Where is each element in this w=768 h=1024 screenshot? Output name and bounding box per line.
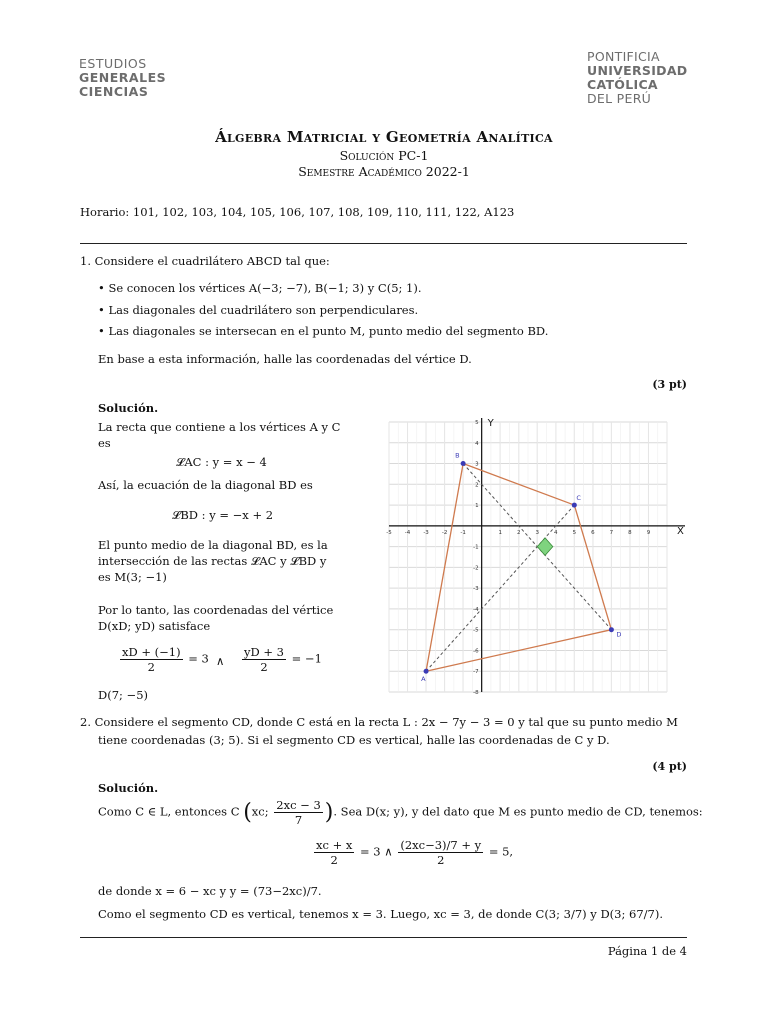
problem-2-statement-2: tiene coordenadas (3; 5). Si el segmento CD es vertical, halle las coordenadas de C y D. <box>98 733 610 747</box>
paren-close: ) <box>324 800 334 825</box>
fraction-xd <box>120 645 183 674</box>
point-label-a: A <box>421 675 426 684</box>
y-tick-label: -6 <box>473 648 479 655</box>
doc-subtitle: Solución PC-1 <box>339 148 429 163</box>
logo-left-line-2: GENERALES <box>79 70 167 85</box>
horario: Horario: 101, 102, 103, 104, 105, 106, 107, 108, 109, 110, 111, 122, A123 <box>80 205 515 219</box>
x-tick-label: 5 <box>572 529 577 536</box>
y-tick-label: 5 <box>475 420 479 426</box>
fraction-c-y <box>274 798 323 827</box>
problem-2-points: (4 pt) <box>652 760 687 773</box>
point-label-d: D <box>616 630 622 639</box>
point-label-c: C <box>576 494 581 503</box>
point-c <box>572 503 577 508</box>
quadrilateral-plot <box>381 416 689 696</box>
logo-right-line-3: CATÓLICA <box>587 77 658 92</box>
solution-2-label: Solución. <box>98 781 159 795</box>
equation-xd-rhs: = 3 <box>188 651 209 666</box>
problem-1-points: (3 pt) <box>652 378 687 391</box>
y-tick-label: 3 <box>475 461 479 468</box>
x-tick-label: 6 <box>591 529 595 536</box>
x-tick-label: -4 <box>404 529 411 536</box>
problem-1-statement: 1. Considere el cuadrilátero ABCD tal que: <box>80 254 330 268</box>
fraction-x-den: 2 <box>330 853 338 867</box>
logo-left-line-1: ESTUDIOS <box>79 56 147 71</box>
fraction-yd-num: yD + 3 <box>244 645 284 659</box>
equation-lac: 𝓛AC : y = x − 4 <box>176 455 267 469</box>
solution-1-line-4b: D(xD; yD) satisface <box>98 619 211 633</box>
fraction-y <box>398 838 483 867</box>
doc-semester: Semestre Académico 2022-1 <box>298 164 470 179</box>
point-b <box>461 461 466 466</box>
equation-yd-rhs: = −1 <box>291 651 322 666</box>
solution-1-line-3a: El punto medio de la diagonal BD, es la <box>98 538 328 552</box>
doc-title: Álgebra Matricial y Geometría Analítica <box>215 128 553 146</box>
fraction-yd-den: 2 <box>260 660 268 674</box>
y-tick-label: 2 <box>475 482 479 489</box>
solution-1-line-1b: es <box>98 436 111 450</box>
bullet-2-text: Las diagonales del cuadrilátero son perpendiculares. <box>108 303 419 317</box>
fraction-c-y-num: 2xc − 3 <box>276 798 321 812</box>
bottom-rule <box>80 937 687 938</box>
equation-lbd: 𝓛BD : y = −x + 2 <box>172 508 274 522</box>
bullet-1-text: Se conocen los vértices A(−3; −7), B(−1; 3) y C(5; 1). <box>108 281 422 295</box>
solution-1-line-2: Así, la ecuación de la diagonal BD es <box>98 478 313 492</box>
fraction-x-num: xc + x <box>316 838 353 852</box>
x-tick-label: 4 <box>554 529 558 536</box>
solution-1-line-4a: Por lo tanto, las coordenadas del vértice <box>98 603 334 617</box>
y-tick-label: -5 <box>473 627 479 634</box>
problem-1-bullet-2: • Las diagonales del cuadrilátero son perpendiculares. <box>98 303 419 317</box>
point-d <box>609 627 614 632</box>
logo-right-line-2: UNIVERSIDAD <box>587 63 688 78</box>
right-angle-marker <box>537 538 553 555</box>
point-a <box>424 669 429 674</box>
solution-2-line-2: de donde x = 6 − xc y y = (73−2xc)/7. <box>98 884 322 898</box>
x-tick-label: 9 <box>646 529 651 536</box>
logo-estudios-generales <box>79 57 166 99</box>
equation-xd <box>118 645 209 674</box>
fraction-yd <box>242 645 286 674</box>
problem-2-statement-1: 2. Considere el segmento CD, donde C está en la recta L : 2x − 7y − 3 = 0 y tal que su punto medio M <box>80 715 678 729</box>
solution-2-line-1a: Como C ∈ L, entonces C <box>98 804 240 819</box>
x-tick-label: 1 <box>498 529 502 536</box>
logo-pucp <box>587 50 687 106</box>
x-tick-label: 8 <box>628 529 632 536</box>
logo-left-line-3: CIENCIAS <box>79 84 149 99</box>
solution-1-line-1: La recta que contiene a los vértices A y C <box>98 420 341 434</box>
x-tick-label: -3 <box>423 529 429 536</box>
bullet-3-text: Las diagonales se intersecan en el punto M, punto medio del segmento BD. <box>108 324 549 338</box>
fraction-xd-num: xD + (−1) <box>122 645 181 659</box>
equation-yd <box>240 645 322 674</box>
page-number: Página 1 de 4 <box>607 944 687 958</box>
problem-1-ask: En base a esta información, halle las coordenadas del vértice D. <box>98 352 472 366</box>
solution-1-label: Solución. <box>98 401 159 415</box>
solution-2-line-1 <box>98 798 703 827</box>
equation-x-rhs: = 3 ∧ <box>360 844 393 859</box>
y-tick-label: -1 <box>473 544 479 551</box>
y-tick-label: 1 <box>475 503 479 510</box>
problem-1-bullet-3: • Las diagonales se intersecan en el punto M, punto medio del segmento BD. <box>98 324 549 338</box>
fraction-xd-den: 2 <box>147 660 155 674</box>
y-tick-label: -7 <box>473 669 479 676</box>
x-tick-label: -5 <box>386 529 392 536</box>
y-tick-label: -8 <box>473 690 479 696</box>
fraction-y-den: 2 <box>437 853 445 867</box>
y-axis-label: Y <box>487 418 494 429</box>
solution-2-line-3: Como el segmento CD es vertical, tenemos x = 3. Luego, xc = 3, de donde C(3; 3/7) y D(3; 67/7). <box>98 907 663 921</box>
point-label-b: B <box>455 451 460 460</box>
equation-y-rhs: = 5, <box>488 844 514 859</box>
problem-1-bullet-1: • Se conocen los vértices A(−3; −7), B(−1; 3) y C(5; 1). <box>98 281 422 295</box>
solution-1-result: D(7; −5) <box>98 688 148 702</box>
y-tick-label: -4 <box>473 606 479 613</box>
point-c-xc: xc; <box>251 804 269 819</box>
solution-2-equations <box>312 838 513 867</box>
x-tick-label: -1 <box>460 529 466 536</box>
solution-1-line-3b: intersección de las rectas 𝓛AC y 𝓛BD y <box>98 554 327 568</box>
solution-2-line-1b: . Sea D(x; y), y del dato que M es punto medio de CD, tenemos: <box>333 804 703 819</box>
paren-open: ( <box>243 800 252 825</box>
logo-right-line-4: DEL PERÚ <box>587 91 652 106</box>
y-tick-label: 4 <box>475 440 479 447</box>
fraction-y-num: (2xc−3)/7 + y <box>400 838 482 852</box>
x-tick-label: 2 <box>516 529 521 536</box>
wedge-symbol: ∧ <box>216 654 225 668</box>
fraction-x <box>314 838 354 867</box>
x-axis-label: X <box>677 525 684 537</box>
y-tick-label: -2 <box>473 565 479 572</box>
x-tick-label: 3 <box>535 529 540 536</box>
x-tick-label: -2 <box>441 529 448 536</box>
x-tick-label: 7 <box>609 529 614 536</box>
top-rule <box>80 243 687 244</box>
y-tick-label: -3 <box>473 586 479 593</box>
logo-right-line-1: PONTIFICIA <box>587 49 660 64</box>
solution-1-line-3c: es M(3; −1) <box>98 570 167 584</box>
fraction-c-y-den: 7 <box>294 813 303 827</box>
